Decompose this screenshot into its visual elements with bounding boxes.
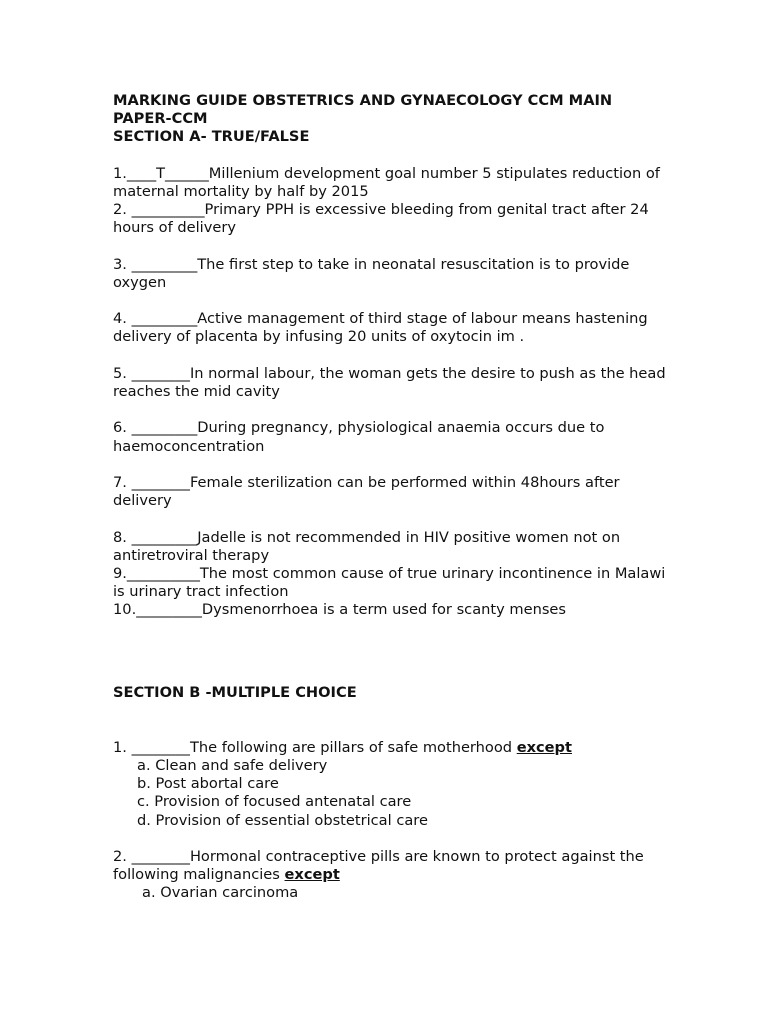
tf-question-4: 4. _________Active management of third stage of labour means hastening delivery of placenta by infusing 20 units of oxytocin im . <box>113 310 648 346</box>
section-b-heading: SECTION B -MULTIPLE CHOICE <box>113 683 357 701</box>
tf-question-9: 9.__________The most common cause of true urinary incontinence in Malawi is urinary tract infection <box>113 564 666 601</box>
mc-q1-option-a: a. Clean and safe delivery <box>137 757 328 774</box>
tf-question-6: 6. _________During pregnancy, physiological anaemia occurs due to haemoconcentration <box>113 419 605 455</box>
section-a-heading: SECTION A- TRUE/FALSE <box>113 128 310 146</box>
tf-question-10: 10._________Dysmenorrhoea is a term used for scanty menses <box>113 601 567 619</box>
tf-question-2: 2. __________Primary PPH is excessive bleeding from genital tract after 24 hours of delivery <box>113 201 649 237</box>
mc-question-2-stem: 2. ________Hormonal contraceptive pills are known to protect against the following malignancies <box>113 848 644 884</box>
mc-question-1-emphasis: except <box>516 738 572 756</box>
true-false-list <box>113 165 673 620</box>
mc-question-2 <box>113 848 673 884</box>
document-title: MARKING GUIDE OBSTETRICS AND GYNAECOLOGY CCM MAIN PAPER-CCM <box>113 92 613 128</box>
multiple-choice-list <box>113 739 673 903</box>
tf-question-3: 3. _________The first step to take in neonatal resuscitation is to provide oxygen <box>113 255 630 291</box>
mc-question-1 <box>113 739 673 757</box>
document-page <box>113 92 673 903</box>
mc-question-2-emphasis: except <box>284 866 340 884</box>
mc-q1-option-d: d. Provision of essential obstetrical care <box>137 811 428 829</box>
mc-q2-option-a: a. Ovarian carcinoma <box>142 884 299 902</box>
tf-question-8: 8. _________Jadelle is not recommended in HIV positive women not on antiretroviral therapy <box>113 528 621 564</box>
tf-question-7: 7. ________Female sterilization can be performed within 48hours after delivery <box>113 473 620 510</box>
mc-question-1-stem: 1. ________The following are pillars of safe motherhood <box>113 738 517 756</box>
mc-q1-option-b: b. Post abortal care <box>137 775 279 793</box>
tf-question-1: 1.____T______Millenium development goal number 5 stipulates reduction of maternal mortality by half by 2015 <box>113 164 660 200</box>
mc-q1-option-c: c. Provision of focused antenatal care <box>137 793 412 811</box>
tf-question-5: 5. ________In normal labour, the woman gets the desire to push as the head reaches the mid cavity <box>113 364 666 400</box>
